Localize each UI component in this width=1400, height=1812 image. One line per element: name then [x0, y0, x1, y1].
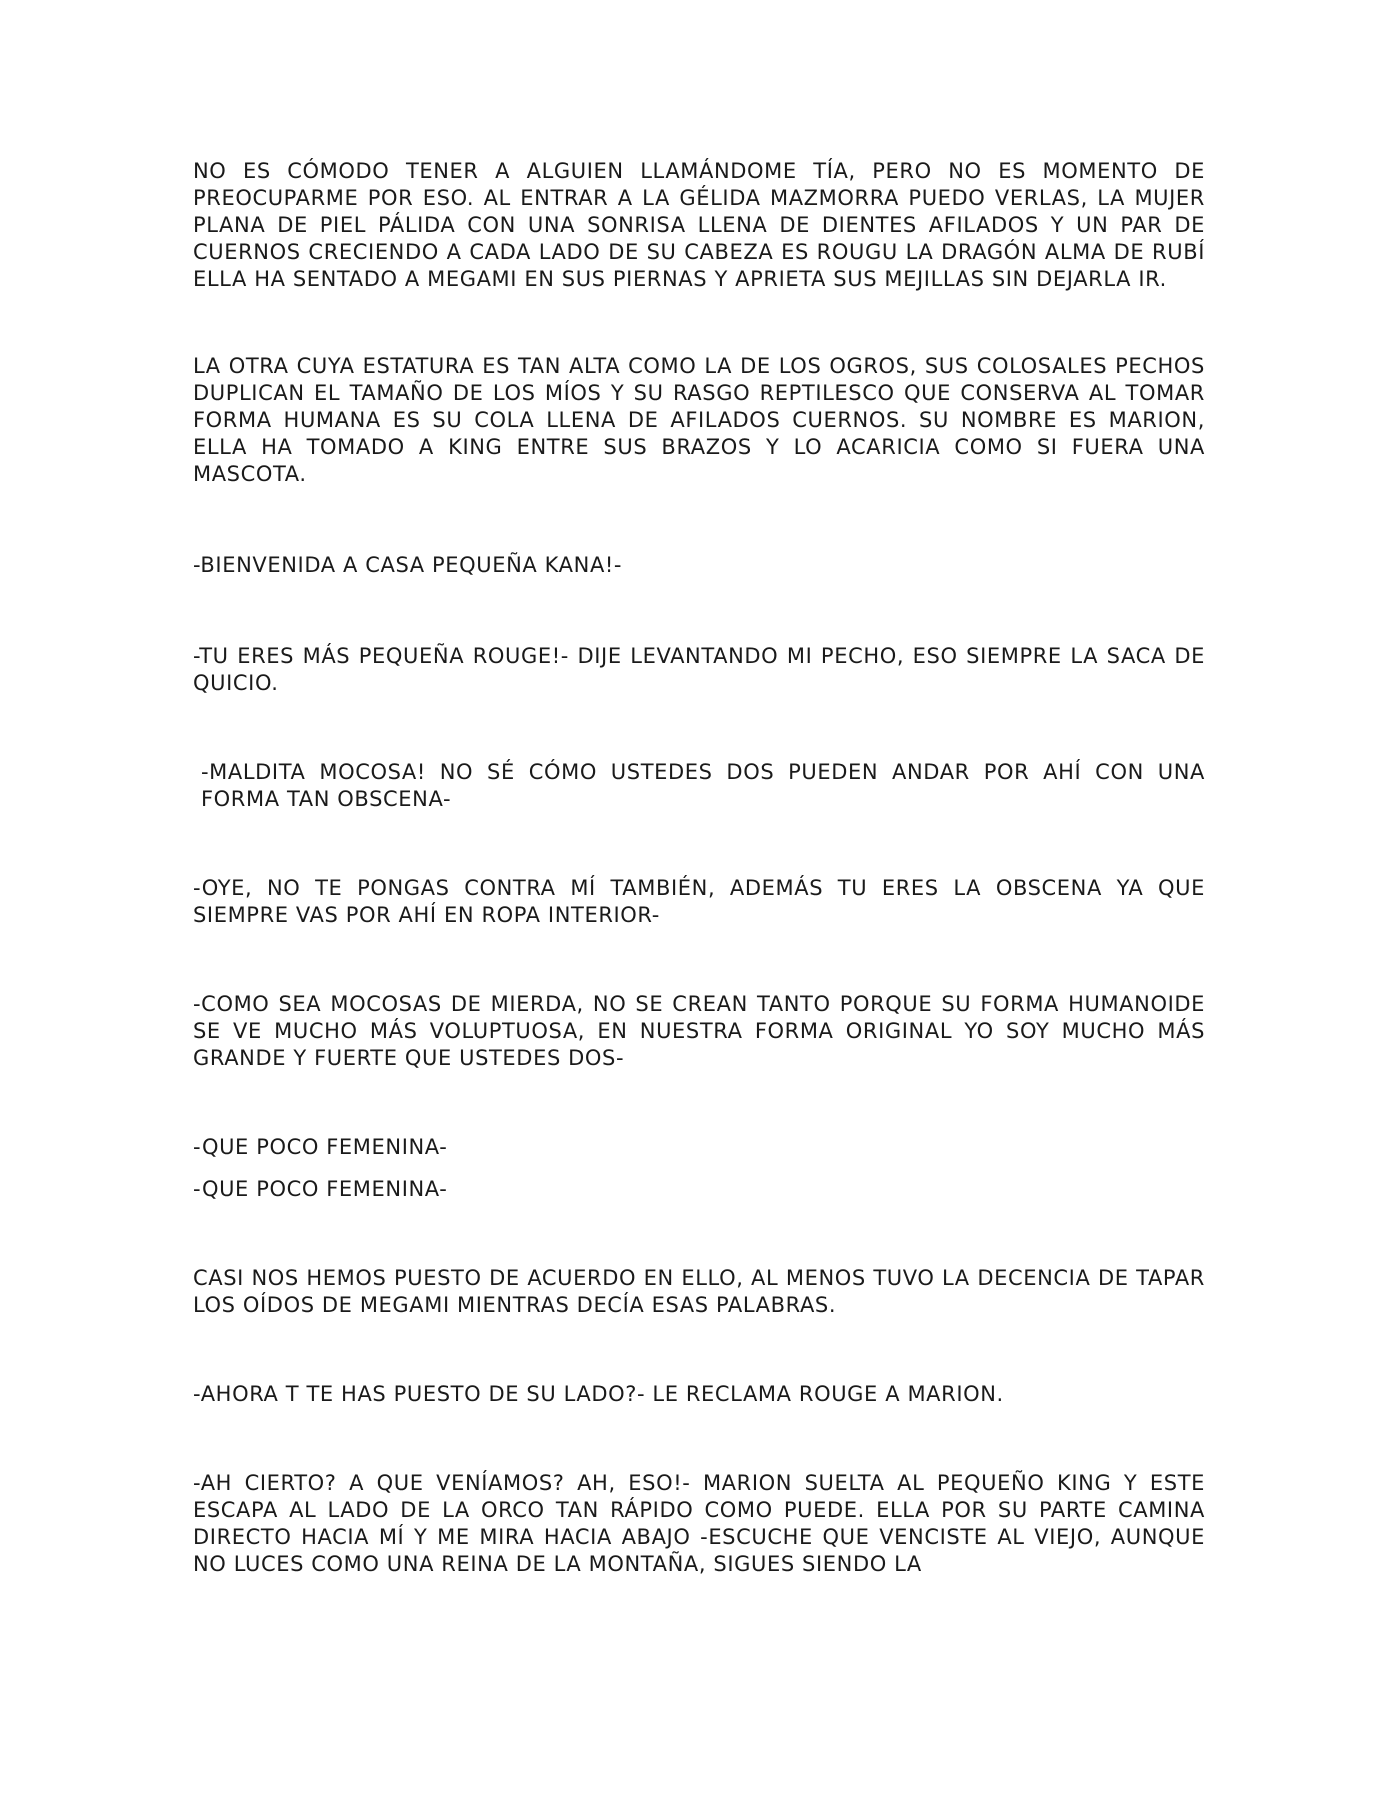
paragraph-marion: LA OTRA CUYA ESTATURA ES TAN ALTA COMO LA DE LOS OGROS, SUS COLOSALES PECHOS DUPLICAN EL TAMAÑO DE LOS MÍOS Y SU RASGO REPTILESCO QUE CONSERVA AL TOMAR FORMA HUMANA ES SU COLA LLENA DE AFILADOS CUERNOS. SU NOMBRE ES MARION, ELLA HA TOMADO A KING ENTRE SUS BRAZOS Y LO ACARICIA COMO SI FUERA UNA MASCOTA. — [193, 354, 1205, 486]
paragraph-final: -AH CIERTO? A QUE VENÍAMOS? AH, ESO!- MARION SUELTA AL PEQUEÑO KING Y ESTE ESCAPA AL LADO DE LA ORCO TAN RÁPIDO COMO PUEDE. ELLA POR SU PARTE CAMINA DIRECTO HACIA MÍ Y ME MIRA HACIA ABAJO -ESCUCHE QUE VENCISTE AL VIEJO, AUNQUE NO LUCES COMO UNA REINA DE LA MONTAÑA, SIGUES SIENDO LA — [193, 1471, 1205, 1576]
dialogue-line: -QUE POCO FEMENINA- — [193, 1177, 448, 1201]
text-column — [193, 158, 1205, 1578]
dialogue-line: -QUE POCO FEMENINA- — [193, 1135, 448, 1159]
paragraph-narration: CASI NOS HEMOS PUESTO DE ACUERDO EN ELLO, AL MENOS TUVO LA DECENCIA DE TAPAR LOS OÍDOS DE MEGAMI MIENTRAS DECÍA ESAS PALABRAS. — [193, 1266, 1205, 1317]
dialogue-line: -AHORA T TE HAS PUESTO DE SU LADO?- LE RECLAMA ROUGE A MARION. — [193, 1382, 1004, 1406]
dialogue-line: -TU ERES MÁS PEQUEÑA ROUGE!- DIJE LEVANTANDO MI PECHO, ESO SIEMPRE LA SACA DE QUICIO. — [193, 644, 1205, 695]
dialogue-line: -BIENVENIDA A CASA PEQUEÑA KANA!- — [193, 553, 623, 577]
dialogue-line: -COMO SEA MOCOSAS DE MIERDA, NO SE CREAN TANTO PORQUE SU FORMA HUMANOIDE SE VE MUCHO MÁS VOLUPTUOSA, EN NUESTRA FORMA ORIGINAL YO SOY MUCHO MÁS GRANDE Y FUERTE QUE USTEDES DOS- — [193, 992, 1205, 1070]
dialogue-line: -MALDITA MOCOSA! NO SÉ CÓMO USTEDES DOS PUEDEN ANDAR POR AHÍ CON UNA FORMA TAN OBSCENA- — [201, 760, 1205, 811]
paragraph-intro: NO ES CÓMODO TENER A ALGUIEN LLAMÁNDOME TÍA, PERO NO ES MOMENTO DE PREOCUPARME POR ESO. AL ENTRAR A LA GÉLIDA MAZMORRA PUEDO VERLAS, LA MUJER PLANA DE PIEL PÁLIDA CON UNA SONRISA LLENA DE DIENTES AFILADOS Y UN PAR DE CUERNOS CRECIENDO A CADA LADO DE SU CABEZA ES ROUGU LA DRAGÓN ALMA DE RUBÍ ELLA HA SENTADO A MEGAMI EN SUS PIERNAS Y APRIETA SUS MEJILLAS SIN DEJARLA IR. — [193, 159, 1205, 291]
dialogue-line: -OYE, NO TE PONGAS CONTRA MÍ TAMBIÉN, ADEMÁS TU ERES LA OBSCENA YA QUE SIEMPRE VAS POR AHÍ EN ROPA INTERIOR- — [193, 876, 1205, 927]
